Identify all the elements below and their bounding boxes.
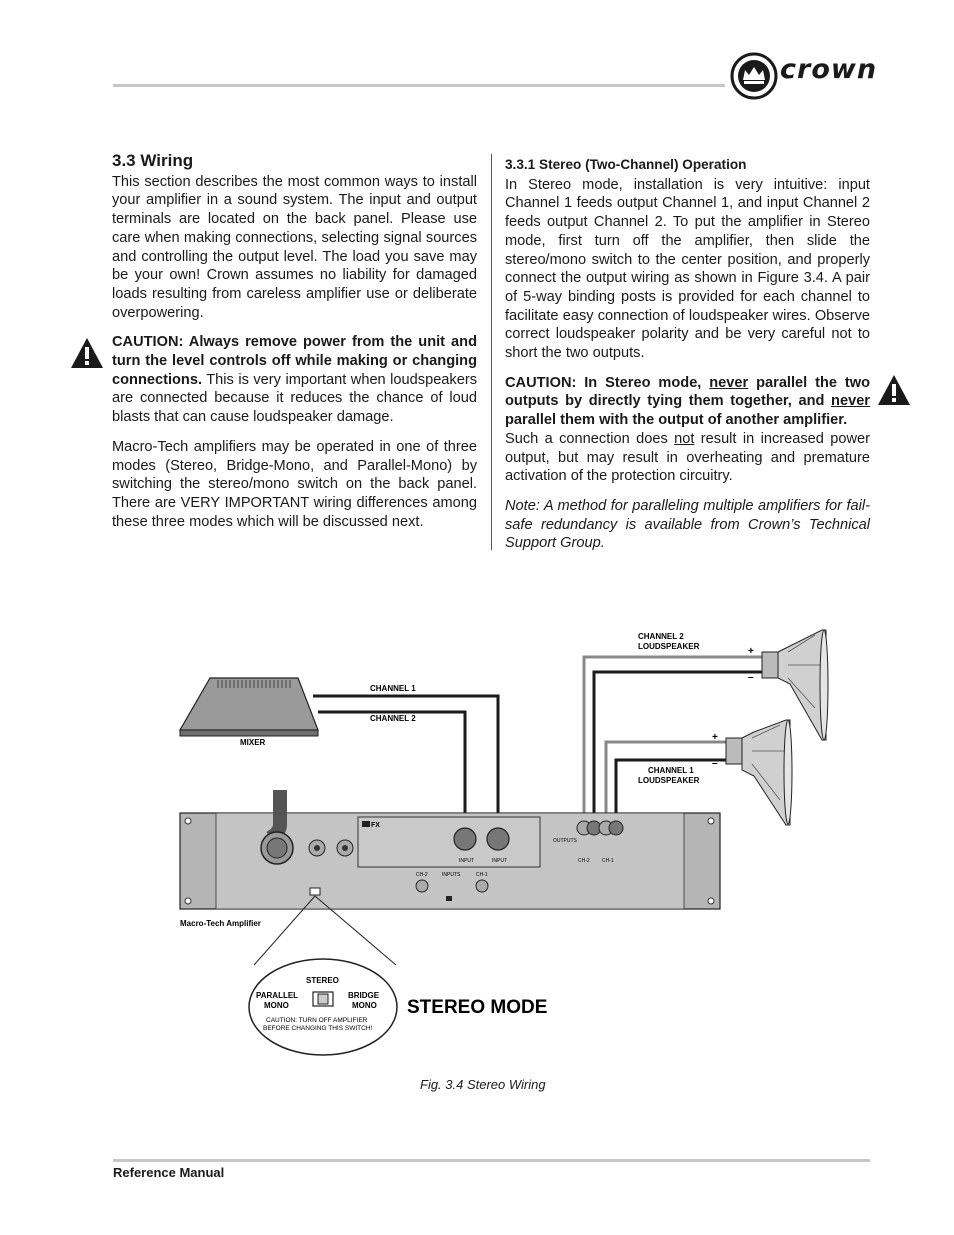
overheating-text-a: Such a connection does (505, 430, 675, 447)
ch2-minus: – (748, 672, 754, 683)
switch-bridge-label-2: MONO (352, 1001, 377, 1010)
footer-rule (113, 1159, 870, 1162)
crown-emblem-icon (730, 52, 778, 100)
wiring-intro-paragraph: This section describes the most common ways to install your amplifier in a sound system. The input and output terminals are located on the back panel. Please use care when making connections, selecting signal sources and controlling the output level. The load you save may be your own! Crown assumes no liability for damaged loads resulting from careless amplifier use or deliberate overpowering. (112, 173, 477, 321)
stereo-wiring-figure (170, 620, 870, 1070)
crown-logo (730, 52, 880, 100)
switch-callout (249, 896, 397, 1055)
note-paragraph: Note: A method for paralleling multiple amplifiers for fail-safe redundancy is available from Crown’s Technical Support Group. (505, 497, 870, 552)
caution-paragraph-left (112, 333, 477, 427)
ch1-speaker-label-1: CHANNEL 1 (648, 766, 694, 775)
modes-paragraph: Macro-Tech amplifiers may be operated in one of three modes (Stereo, Bridge-Mono, and Parallel-Mono) by switching the stereo/mono switch on the back panel. There are VERY IMPORTANT wiring differences among these three modes which will be discussed next. (112, 438, 477, 530)
overheating-paragraph (505, 430, 870, 486)
overheating-text-b: result in increased power output, but may result in overheating and premature activation of the protection circuitry. (505, 430, 870, 485)
ch2-speaker-label-2: LOUDSPEAKER (638, 642, 700, 651)
ch2-post-label: CH-2 (578, 858, 590, 864)
switch-parallel-label-2: MONO (264, 1001, 289, 1010)
overheating-not: not (674, 430, 695, 447)
caution-never-1: never (709, 374, 749, 391)
switch-caution-2: BEFORE CHANGING THIS SWITCH! (263, 1025, 373, 1032)
ch2-speaker-label-1: CHANNEL 2 (638, 632, 684, 641)
channel1-loudspeaker (726, 720, 792, 825)
subsection-heading: 3.3.1 Stereo (Two-Channel) Operation (505, 157, 747, 172)
ch2-plus: + (748, 646, 754, 657)
caution-bold-text: CAUTION: Always remove power from the unit and turn the level controls off while making or changing connections. (112, 334, 477, 388)
column-divider (491, 154, 492, 550)
ch1-post-label: CH-1 (602, 858, 614, 864)
ch1-minus: – (712, 758, 718, 769)
caution-never-2: never (831, 393, 870, 410)
inputs-label: INPUTS (442, 872, 461, 878)
caution-text-b: parallel the two outputs by directly tying them together, and (505, 374, 871, 410)
caution-rest-text: This is very important when loudspeakers are connected because it reduces the chance of loud blasts that can cause loudspeaker damage. (112, 371, 477, 426)
fx-badge: FX (371, 822, 380, 829)
ch2-jack-label: CH-2 (416, 872, 428, 878)
figure-caption: Fig. 3.4 Stereo Wiring (420, 1077, 546, 1092)
switch-caution-1: CAUTION: TURN OFF AMPLIFIER (266, 1017, 368, 1024)
footer-label: Reference Manual (113, 1165, 225, 1180)
stereo-intro-paragraph: In Stereo mode, installation is very intuitive: input Channel 1 feeds output Channel 1, and input Channel 2 feeds output Channel 2. To put the amplifier in Stereo mode, first turn off the amplifier, then slide the stereo/mono switch to the center position, and properly connect the output wiring as shown in Figure 3.4. A pair of 5-way binding posts is provided for each channel to facilitate easy connection of loudspeaker wires. Observe correct loudspeaker polarity and be very careful not to short the two outputs. (505, 176, 870, 362)
warning-icon (70, 337, 104, 369)
caution-paragraph-right (505, 374, 870, 430)
caution-text-c: parallel them with the output of another amplifier. (505, 412, 848, 429)
channel1-wire-label: CHANNEL 1 (370, 684, 416, 693)
amplifier-back-panel (180, 790, 720, 909)
left-column (112, 152, 477, 542)
input-label-2: INPUT (459, 858, 474, 864)
stereo-mode-title: STEREO MODE (407, 997, 548, 1018)
switch-parallel-label-1: PARALLEL (256, 991, 299, 1000)
right-column (505, 156, 870, 564)
channel2-loudspeaker (762, 630, 828, 740)
brand-wordmark: crown (780, 54, 878, 85)
caution-text-a: CAUTION: In Stereo mode, (505, 374, 710, 391)
ch1-jack-label: CH-1 (476, 872, 488, 878)
header-rule (113, 84, 725, 87)
amplifier-label: Macro-Tech Amplifier (180, 919, 261, 928)
switch-stereo-label: STEREO (306, 976, 339, 985)
ch1-plus: + (712, 732, 718, 743)
outputs-label: OUTPUTS (553, 838, 577, 844)
switch-bridge-label-1: BRIDGE (348, 991, 380, 1000)
input-label-1: INPUT (492, 858, 507, 864)
section-heading: 3.3 Wiring (112, 151, 194, 170)
channel2-wire-label: CHANNEL 2 (370, 714, 416, 723)
warning-icon (877, 374, 911, 406)
mixer-label: MIXER (240, 738, 266, 747)
ch1-speaker-label-2: LOUDSPEAKER (638, 776, 700, 785)
mixer (180, 678, 318, 747)
